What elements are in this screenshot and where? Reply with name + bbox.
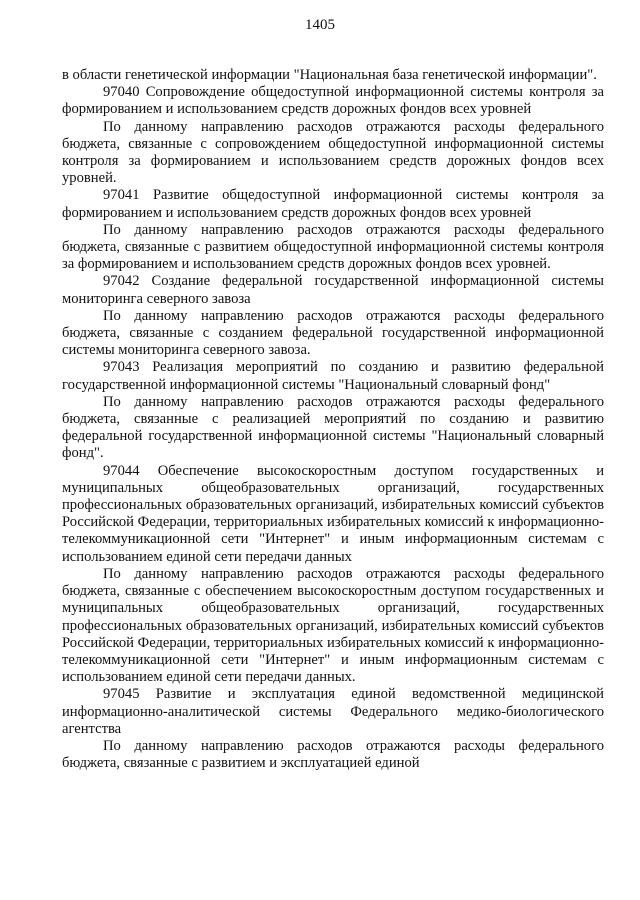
paragraph: 97040 Сопровождение общедоступной информационной системы контроля за формированием и использованием средств дорожных фондов всех уровней <box>62 84 604 118</box>
paragraph: в области генетической информации "Национальная база генетической информации". <box>62 67 597 83</box>
paragraph: 97043 Реализация мероприятий по созданию и развитию федеральной государственной информационной системы "Национальный словарный фонд" <box>62 359 604 393</box>
paragraph: По данному направлению расходов отражаются расходы федерального бюджета, связанные с реализацией мероприятий по созданию и развитию федеральной государственной информационной системы "Национальный словарный фонд". <box>62 393 604 462</box>
page-number: 1405 <box>305 17 335 33</box>
paragraph: 97045 Развитие и эксплуатация единой ведомственной медицинской информационно-аналитической системы Федерального медико-биологического агентства <box>62 686 604 737</box>
document-body <box>62 67 604 772</box>
paragraph: По данному направлению расходов отражаются расходы федерального бюджета, связанные с обеспечением высокоскоростным доступом государственных и муниципальных общеобразовательных организаций, государственных профессиональных образовательных организаций, избирательных комиссий субъектов Российской Федерации, территориальных избирательных комиссий к информационно-телекоммуникационной сети "Интернет" и иным информационным системам с использованием единой сети передачи данных. <box>62 565 604 686</box>
paragraph: 97044 Обеспечение высокоскоростным доступом государственных и муниципальных общеобразовательных организаций, государственных профессиональных образовательных организаций, избирательных комиссий субъектов Российской Федерации, территориальных избирательных комиссий к информационно-телекоммуникационной сети "Интернет" и иным информационным системам с использованием единой сети передачи данных <box>62 462 604 565</box>
paragraph: По данному направлению расходов отражаются расходы федерального бюджета, связанные с развитием общедоступной информационной системы контроля за формированием и использованием средств дорожных фондов всех уровней. <box>62 221 604 273</box>
paragraph: По данному направлению расходов отражаются расходы федерального бюджета, связанные с развитием и эксплуатацией единой <box>62 737 604 772</box>
paragraph: 97042 Создание федеральной государственной информационной системы мониторинга северного завоза <box>62 273 604 307</box>
paragraph: По данному направлению расходов отражаются расходы федерального бюджета, связанные с созданием федеральной государственной информационной системы мониторинга северного завоза. <box>62 307 604 359</box>
paragraph: По данному направлению расходов отражаются расходы федерального бюджета, связанные с сопровождением общедоступной информационной системы контроля за формированием и использованием средств дорожных фондов всех уровней. <box>62 118 604 187</box>
paragraph: 97041 Развитие общедоступной информационной системы контроля за формированием и использованием средств дорожных фондов всех уровней <box>62 187 604 221</box>
